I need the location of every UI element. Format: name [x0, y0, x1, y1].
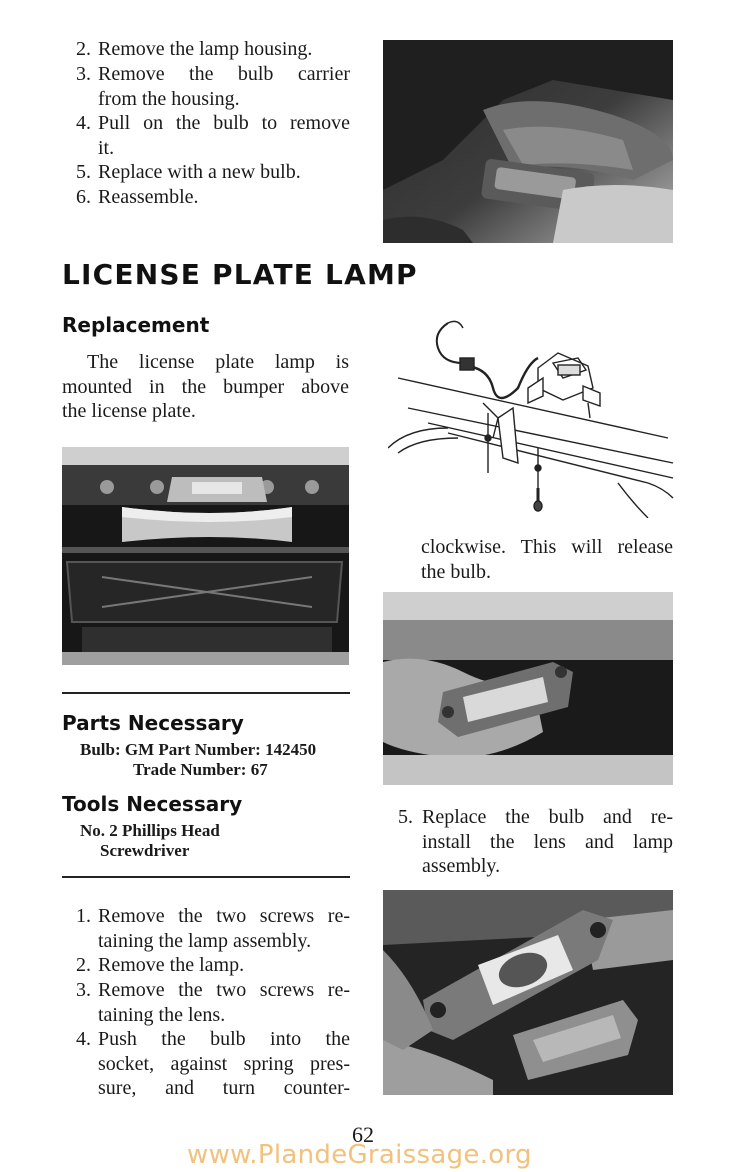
step-line: Remove the lamp. [98, 954, 245, 976]
continuation-line: the bulb. [421, 560, 491, 583]
step-number: 3. [76, 979, 91, 1001]
parts-title: Parts Necessary [62, 711, 244, 735]
step-line: Remove the bulb carrier [98, 63, 350, 85]
step-line: Remove the two screws re- [98, 905, 350, 927]
step-line: install the lens and lamp [422, 830, 673, 853]
step-line: Reassemble. [98, 186, 199, 208]
step-line: Remove the lamp housing. [98, 38, 313, 60]
step-line: from the housing. [98, 87, 240, 110]
watermark-url[interactable]: www.PlandeGraissage.org [187, 1140, 532, 1170]
continuation-text [421, 535, 673, 584]
tools-line-2: Screwdriver [100, 841, 190, 860]
tools-title: Tools Necessary [62, 792, 243, 816]
parts-line-2: Trade Number: 67 [133, 760, 268, 779]
step-line: it. [98, 136, 115, 159]
intro-line: mounted in the bumper above [62, 375, 349, 398]
step-line: assembly. [422, 855, 501, 877]
section-title: LICENSE PLATE LAMP [62, 258, 418, 291]
step-number: 4. [76, 1028, 91, 1050]
parts-line-1: Bulb: GM Part Number: 142450 [80, 740, 317, 759]
page-number: 62 [352, 1122, 374, 1147]
step-number: 2. [76, 954, 91, 976]
photo-lamp-in-bumper [62, 447, 349, 665]
continuation-line: clockwise. This will release [421, 536, 673, 558]
step-number: 4. [76, 112, 91, 134]
step-line: Replace the bulb and re- [422, 806, 673, 828]
lamp-assembly-diagram [388, 308, 678, 518]
step-line: taining the lamp assembly. [98, 929, 312, 952]
intro-paragraph [62, 350, 349, 424]
step-line: socket, against spring pres- [98, 1052, 350, 1075]
subsection-title: Replacement [62, 313, 210, 337]
step-number: 5. [76, 161, 91, 183]
photo-lamp-housing [383, 40, 673, 243]
step-line: Push the bulb into the [98, 1028, 350, 1050]
photo-lamp-removed [383, 592, 673, 785]
photo-lamp-and-lens [383, 890, 673, 1095]
divider [62, 876, 350, 878]
step-number: 2. [76, 38, 91, 60]
intro-line: the license plate. [62, 400, 196, 422]
step-line: Remove the two screws re- [98, 979, 350, 1001]
tools-line-1: No. 2 Phillips Head [80, 821, 220, 840]
step-number: 3. [76, 63, 91, 85]
step-number: 5. [398, 806, 413, 828]
step-line: taining the lens. [98, 1003, 226, 1026]
step-line: Replace with a new bulb. [98, 161, 301, 183]
divider [62, 692, 350, 694]
step-line: Pull on the bulb to remove [98, 112, 350, 134]
step-line: sure, and turn counter- [98, 1077, 350, 1099]
step-number: 6. [76, 186, 91, 208]
step-number: 1. [76, 905, 91, 927]
intro-line: The license plate lamp is [87, 351, 349, 373]
